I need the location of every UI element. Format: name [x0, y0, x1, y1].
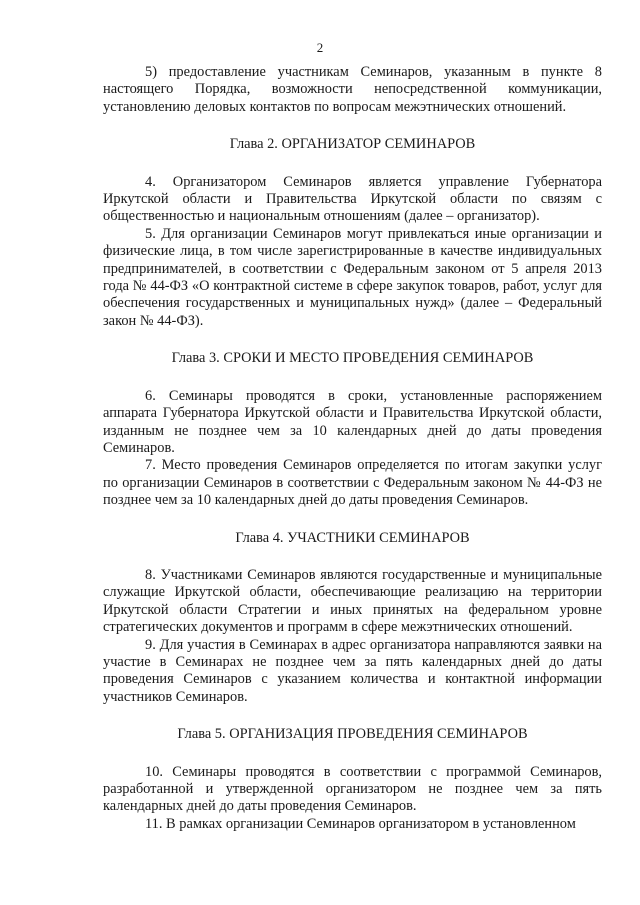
paragraph-4: 4. Организатором Семинаров является управление Губернатора Иркутской области и Правительства Иркутской области по связям с общественностью и национальным отношениям (далее – организатор). — [103, 173, 602, 225]
document-body — [103, 64, 602, 833]
chapter-4-heading: Глава 4. УЧАСТНИКИ СЕМИНАРОВ — [235, 529, 470, 546]
paragraph-5-item: 5) предоставление участникам Семинаров, указанным в пункте 8 настоящего Порядка, возможности непосредственной коммуникации, установлению деловых контактов по вопросам межэтнических отношений. — [103, 64, 602, 115]
page-number: 2 — [316, 40, 324, 55]
paragraph-7: 7. Место проведения Семинаров определяется по итогам закупки услуг по организации Семинаров в соответствии с Федеральным законом № 44-ФЗ не позднее чем за 10 календарных дней до даты проведения Семинаров. — [103, 457, 602, 509]
paragraph-10: 10. Семинары проводятся в соответствии с программой Семинаров, разработанной и утвержденной организатором не позднее чем за пять календарных дней до даты проведения Семинаров. — [103, 763, 602, 815]
paragraph-5: 5. Для организации Семинаров могут привлекаться иные организации и физические лица, в том числе зарегистрированные в качестве индивидуальных предпринимателей, в соответствии с Федеральным законом от 5 апреля 2013 года № 44-ФЗ «О контрактной системе в сфере закупок товаров, работ, услуг для обеспечения государственных и муниципальных нужд» (далее – Федеральный закон № 44-ФЗ). — [103, 225, 602, 329]
chapter-2-heading: Глава 2. ОРГАНИЗАТОР СЕМИНАРОВ — [229, 136, 476, 153]
paragraph-8: 8. Участниками Семинаров являются государственные и муниципальные служащие Иркутской области, обеспечивающие реализацию на территории Иркутской области Стратегии и иных принятых на федеральном уровне стратегических документов и программ в сфере межэтнических отношений. — [103, 566, 602, 636]
chapter-3-heading: Глава 3. СРОКИ И МЕСТО ПРОВЕДЕНИЯ СЕМИНАРОВ — [171, 350, 534, 367]
paragraph-6: 6. Семинары проводятся в сроки, установленные распоряжением аппарата Губернатора Иркутской области и Правительства Иркутской области, изданным не позднее чем за 10 календарных дней до даты проведения Семинаров. — [103, 387, 602, 456]
paragraph-11: 11. В рамках организации Семинаров организатором в установленном — [145, 815, 576, 832]
paragraph-9: 9. Для участия в Семинарах в адрес организатора направляются заявки на участие в Семинарах не позднее чем за пять календарных дней до даты проведения Семинаров с указанием количества и контактной информации участников Семинаров. — [103, 636, 602, 705]
chapter-5-heading: Глава 5. ОРГАНИЗАЦИЯ ПРОВЕДЕНИЯ СЕМИНАРОВ — [177, 726, 528, 743]
